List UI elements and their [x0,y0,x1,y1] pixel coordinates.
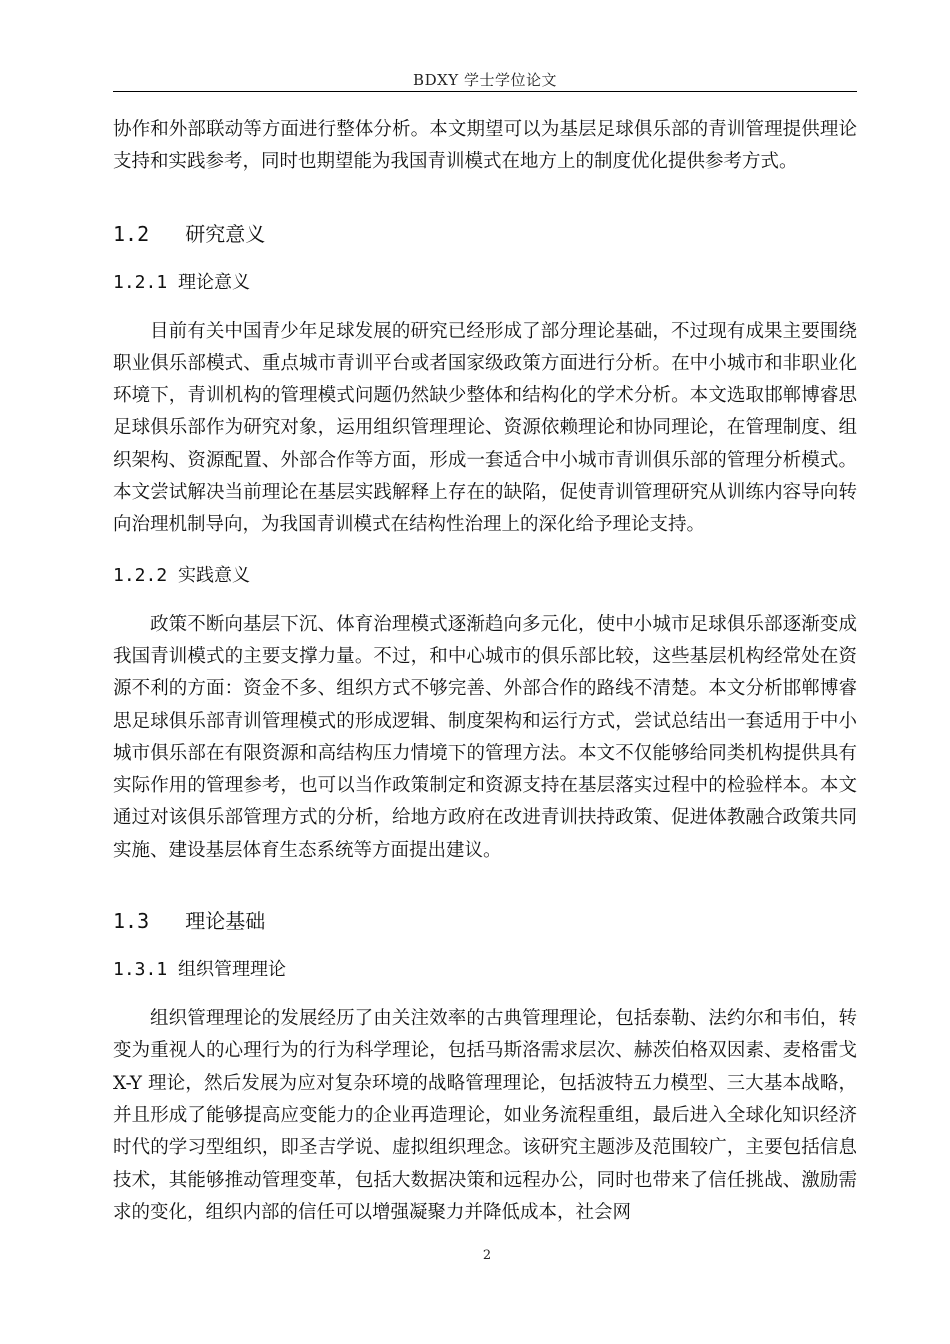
subsection-heading-1-2-2: 1.2.2 实践意义 [113,564,251,586]
page-number: 2 [482,1248,492,1263]
running-header: BDXY 学士学位论文 [413,71,557,89]
section-heading-1-2: 1.2 研究意义 [113,221,266,246]
subsection-heading-1-3-1: 1.3.1 组织管理理论 [113,959,287,981]
header-rule [113,91,857,92]
paragraph-organization-theory: 组织管理理论的发展经历了由关注效率的古典管理理论，包括泰勒、法约尔和韦伯，转变为重视人的心理行为的行为科学理论，包括马斯洛需求层次、赫茨伯格双因素、麦格雷戈 X-Y 理论，然后发展为应对复杂环境的战略管理理论，包括波特五力模型、三大基本战略，并且形成了能够提高应变能力的企业再造理论，如业务流程重组，最后进入全球化知识经济时代的学习型组织，即圣吉学说、虚拟组织理念。该研究主题涉及范围较广，主要包括信息技术，其能够推动管理变革，包括大数据决策和远程办公，同时也带来了信任挑战、激励需求的变化，组织内部的信任可以增强凝聚力并降低成本，社会网 [113,1008,857,1223]
paragraph-practical-significance: 政策不断向基层下沉、体育治理模式逐渐趋向多元化，使中小城市足球俱乐部逐渐变成我国青训模式的主要支撑力量。不过，和中心城市的俱乐部比较，这些基层机构经常处在资源不利的方面：资金不多、组织方式不够完善、外部合作的路线不清楚。本文分析邯郸博睿思足球俱乐部青训管理模式的形成逻辑、制度架构和运行方式，尝试总结出一套适用于中小城市俱乐部在有限资源和高结构压力情境下的管理方法。本文不仅能够给同类机构提供具有实际作用的管理参考，也可以当作政策制定和资源支持在基层落实过程中的检验样本。本文通过对该俱乐部管理方式的分析，给地方政府在改进青训扶持政策、促进体教融合政策共同实施、建设基层体育生态系统等方面提出建议。 [113,613,857,861]
section-heading-1-3: 1.3 理论基础 [113,909,266,934]
intro-paragraph: 协作和外部联动等方面进行整体分析。本文期望可以为基层足球俱乐部的青训管理提供理论支持和实践参考，同时也期望能为我国青训模式在地方上的制度优化提供参考方式。 [113,119,857,173]
paragraph-theoretical-significance: 目前有关中国青少年足球发展的研究已经形成了部分理论基础，不过现有成果主要围绕职业俱乐部模式、重点城市青训平台或者国家级政策方面进行分析。在中小城市和非职业化环境下，青训机构的管理模式问题仍然缺少整体和结构化的学术分析。本文选取邯郸博睿思足球俱乐部作为研究对象，运用组织管理理论、资源依赖理论和协同理论，在管理制度、组织架构、资源配置、外部合作等方面，形成一套适合中小城市青训俱乐部的管理分析模式。本文尝试解决当前理论在基层实践解释上存在的缺陷，促使青训管理研究从训练内容导向转向治理机制导向，为我国青训模式在结构性治理上的深化给予理论支持。 [113,320,857,536]
page-body [113,114,857,1229]
subsection-heading-1-2-1: 1.2.1 理论意义 [113,271,251,293]
